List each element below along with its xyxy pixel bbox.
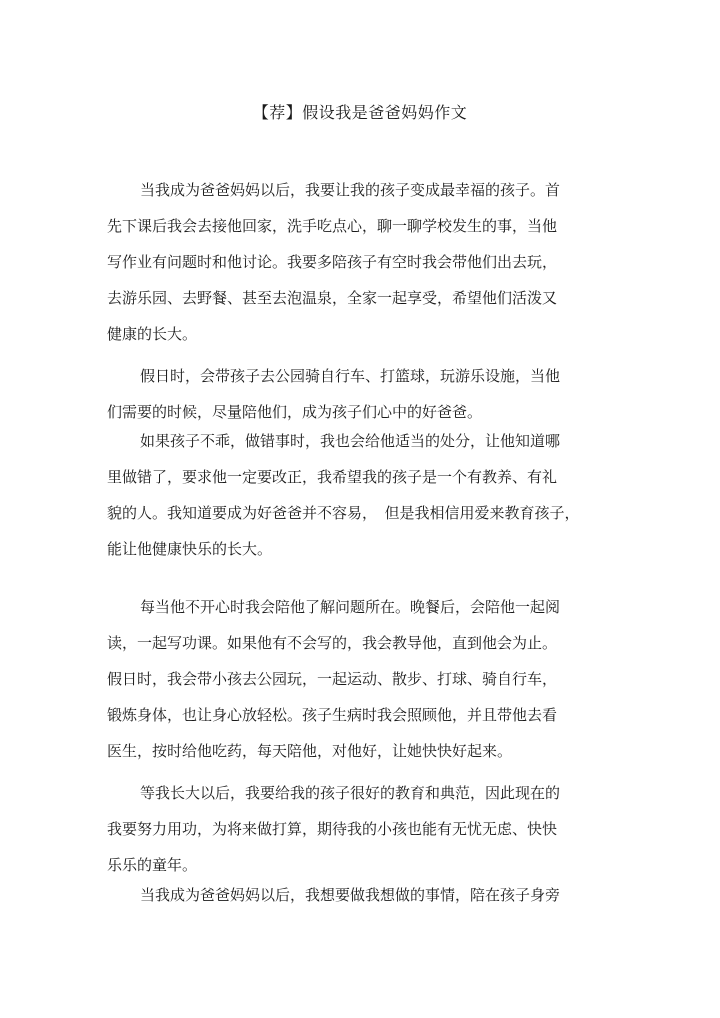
paragraph-line: 先下课后我会去接他回家，洗手吃点心，聊一聊学校发生的事，当他 — [107, 217, 558, 235]
paragraph-1 — [107, 172, 589, 352]
paragraph-line: 能让他健康快乐的长大。 — [107, 540, 273, 558]
paragraph-line: 每当他不开心时我会陪他了解问题所在。晚餐后，会陪他一起阅 — [140, 598, 561, 616]
paragraph-line: 我要努力用功，为将来做打算，期待我的小孩也能有无忧无虑、快快 — [107, 820, 558, 838]
paragraph-line: 去游乐园、去野餐、甚至去泡温泉，全家一起享受，希望他们活泼又 — [107, 289, 558, 307]
paragraph-line: 医生，按时给他吃药，每天陪他，对他好，让她快快好起来。 — [107, 742, 513, 760]
document-title: 【荐】假设我是爸爸妈妈作文 — [252, 103, 468, 122]
paragraph-line: 乐乐的童年。 — [107, 856, 198, 874]
paragraph-line: 锻炼身体，也让身心放轻松。孩子生病时我会照顾他，并且带他去看 — [107, 706, 558, 724]
paragraph-5 — [107, 775, 589, 883]
paragraph-line: 当我成为爸爸妈妈以后，我想要做我想做的事情，陪在孩子身旁 — [140, 886, 561, 904]
paragraph-line: 假日时，会带孩子去公园骑自行车、打篮球，玩游乐设施，当他 — [140, 367, 561, 385]
paragraph-line: 写作业有问题时和他讨论。我要多陪孩子有空时我会带他们出去玩， — [107, 253, 558, 271]
paragraph-4 — [107, 589, 589, 769]
paragraph-line: 貌的人。我知道要成为好爸爸并不容易， 但是我相信用爱来教育孩子， — [107, 504, 580, 522]
paragraph-6 — [107, 877, 589, 913]
paragraph-line: 如果孩子不乖，做错事时，我也会给他适当的处分，让他知道哪 — [140, 432, 561, 450]
paragraph-3 — [107, 423, 589, 567]
paragraph-line: 里做错了，要求他一定要改正，我希望我的孩子是一个有教养、有礼 — [107, 468, 558, 486]
paragraph-line: 们需要的时候，尽量陪他们，成为孩子们心中的好爸爸。 — [107, 403, 483, 421]
paragraph-line: 读，一起写功课。如果他有不会写的，我会教导他，直到他会为止。 — [107, 634, 558, 652]
paragraph-line: 健康的长大。 — [107, 325, 198, 343]
paragraph-line: 当我成为爸爸妈妈以后，我要让我的孩子变成最幸福的孩子。首 — [140, 181, 561, 199]
paragraph-line: 假日时，我会带小孩去公园玩，一起运动、散步、打球、骑自行车， — [107, 670, 558, 688]
paragraph-2 — [107, 358, 589, 430]
paragraph-line: 等我长大以后，我要给我的孩子很好的教育和典范，因此现在的 — [140, 784, 561, 802]
